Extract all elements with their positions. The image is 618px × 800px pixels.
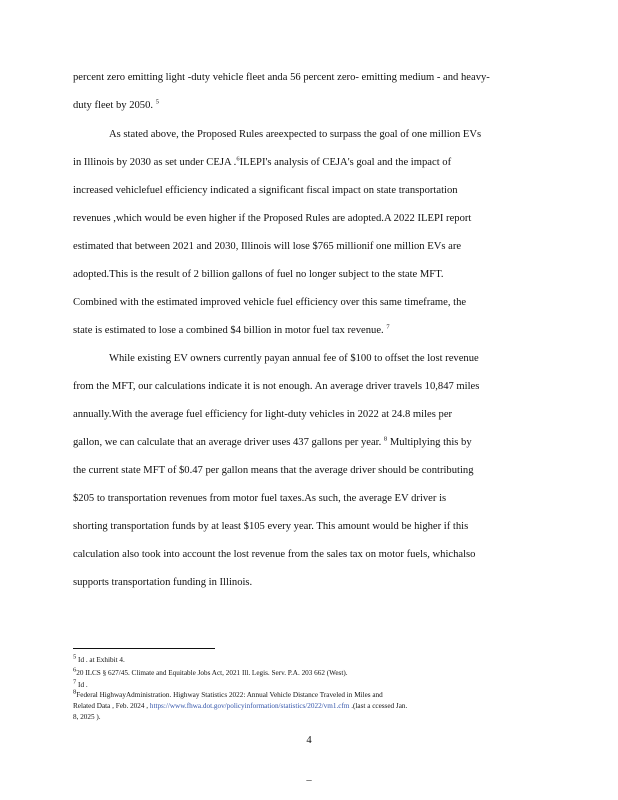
footnote-continuation: 8, 2025 ). (73, 713, 101, 721)
text-line: Combined with the estimated improved vehicle fuel efficiency over this same timeframe, the (73, 297, 467, 308)
footnote: $^7$ Id . (73, 678, 88, 689)
text-line: in Illinois by 2030 as set under CEJA .$^6$ILEPI's analysis of CEJA's goal and the impact of (73, 155, 452, 168)
text-line: supports transportation funding in Illinois. (73, 577, 253, 588)
source-link[interactable]: https://www.fhwa.dot.gov/policyinformation/statistics/2022/vm1.cfm (149, 702, 350, 710)
footnote-continuation: Related Data , Feb. 2024 , https://www.fhwa.dot.gov/policyinformation/statistics/2022/vm1.cfm .(last a ccessed Jan. (73, 702, 408, 710)
text-line: from the MFT, our calculations indicate it is not enough. An average driver travels 10,847 miles (73, 381, 480, 392)
footnote: $^6$20 ILCS § 627/45. Climate and Equitable Jobs Act, 2021 Ill. Legis. Serv. P.A. 203 662 (West). (73, 666, 348, 677)
paragraph-start-line: As stated above, the Proposed Rules areexpected to surpass the goal of one million EVs (109, 129, 482, 140)
paragraph-start-line: While existing EV owners currently payan annual fee of $100 to offset the lost revenue (109, 353, 479, 364)
footnote-separator (73, 648, 215, 649)
text-line: annually.With the average fuel efficiency for light-duty vehicles in 2022 at 24.8 miles per (73, 409, 453, 420)
text-line: revenues ,which would be even higher if the Proposed Rules are adopted.A 2022 ILEPI report (73, 213, 472, 224)
bottom-mark: – (306, 775, 312, 786)
text-line: state is estimated to lose a combined $4 billion in motor fuel tax revenue. $^7$ (73, 323, 390, 336)
text-line: percent zero emitting light -duty vehicle fleet anda 56 percent zero- emitting medium - and heavy- (73, 72, 490, 83)
footnote-ref[interactable]: 6 (236, 155, 240, 163)
footnote-ref[interactable]: 7 (386, 323, 390, 331)
text-line: increased vehiclefuel efficiency indicated a significant fiscal impact on state transportation (73, 185, 458, 196)
footnote-ref[interactable]: 5 (155, 98, 159, 106)
footnote: $^8$Federal HighwayAdministration. Highway Statistics 2022: Annual Vehicle Distance Traveled in Miles and (73, 688, 383, 699)
text-line: estimated that between 2021 and 2030, Illinois will lose $765 millionif one million EVs are (73, 241, 462, 252)
page-number: 4 (306, 735, 312, 746)
text-line: adopted.This is the result of 2 billion gallons of fuel no longer subject to the state MFT. (73, 269, 444, 280)
text-line: gallon, we can calculate that an average driver uses 437 gallons per year. $^8$ Multiplying this by (73, 435, 472, 448)
text-line: $205 to transportation revenues from motor fuel taxes.As such, the average EV driver is (73, 493, 447, 504)
text-line: the current state MFT of $0.47 per gallon means that the average driver should be contributing (73, 465, 474, 476)
text-line: calculation also took into account the lost revenue from the sales tax on motor fuels, whichalso (73, 549, 476, 560)
footnote: $^5$ Id . at Exhibit 4. (73, 653, 125, 664)
text-line: shorting transportation funds by at least $105 every year. This amount would be higher if this (73, 521, 469, 532)
text-line: duty fleet by 2050. $^5$ (73, 98, 159, 111)
footnote-ref[interactable]: 8 (383, 435, 388, 443)
